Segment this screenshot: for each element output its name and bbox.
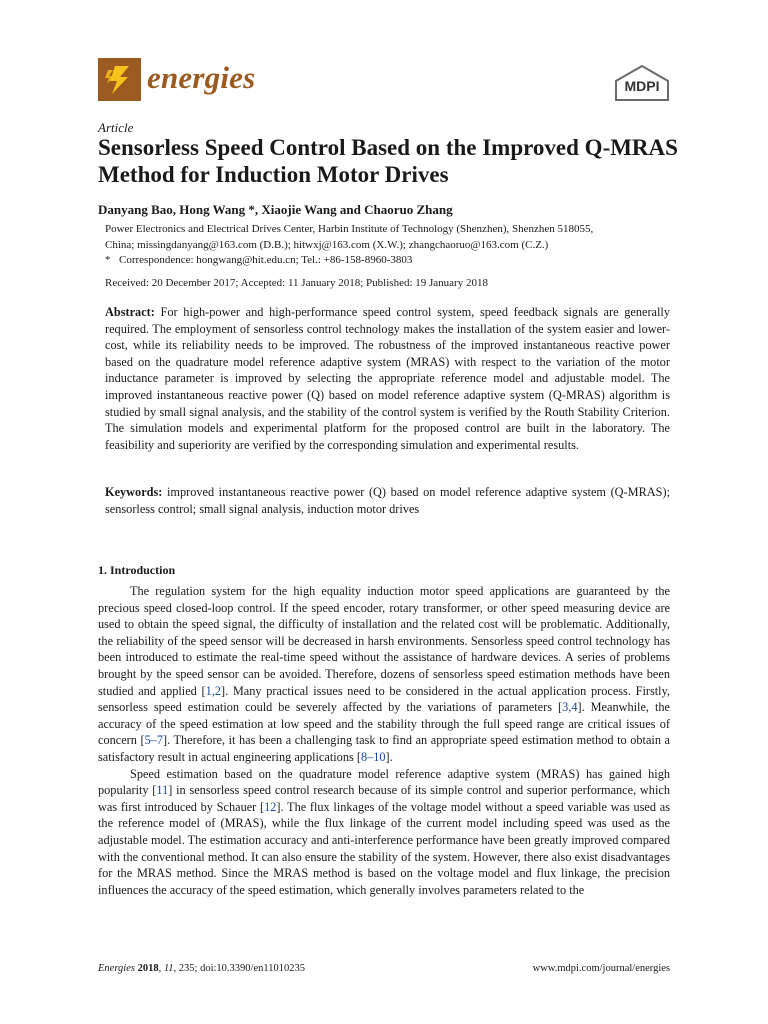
publication-dates: Received: 20 December 2017; Accepted: 11 January 2018; Published: 19 January 2018: [105, 277, 488, 289]
keywords: [105, 484, 670, 517]
affiliation-line: China; missingdanyang@163.com (D.B.); hitwxj@163.com (X.W.); zhangchaoruo@163.com (C.Z.): [105, 238, 549, 251]
paragraph-text: ]. Many practical issues need to be considered in the actual application process. Firstly, sensorless speed estimation could be severely affected by the variations of parameters [: [98, 683, 670, 715]
correspondence: [105, 253, 675, 269]
abstract-label: Abstract:: [105, 305, 155, 319]
section-heading: 1. Introduction: [98, 563, 176, 577]
paragraph-text: ]. Meanwhile, the accuracy of the speed estimation at low speed and the stability through the full speed range are critical issues of concern [: [98, 700, 670, 748]
footer-doi: , 235; doi:10.3390/en11010235: [173, 963, 305, 974]
keywords-text: improved instantaneous reactive power (Q) based on model reference adaptive system (Q-MRAS); sensorless control; small signal analysis, induction motor drives: [105, 485, 671, 516]
paragraph-text: Speed estimation based on the quadrature model reference adaptive system (MRAS) has gained high popularity [: [98, 766, 670, 798]
journal-name: energies: [147, 60, 256, 95]
paragraph-text: ]. The flux linkages of the voltage model without a speed variable was used as the reference model of (MRAS), while the flux linkage of the current model including speed was used as the adjustable model. The estimation accuracy and anti-interference performance have been greatly improved compared with the conventional method. It can also ensure the stability of the system. However, there also exist disadvantages for the MRAS method. Since the MRAS method is based on the voltage model and flux linkage, the precision influences the accuracy of the speed estimation, which generally involves parameters related to the: [98, 799, 670, 897]
footer-url[interactable]: www.mdpi.com/journal/energies: [532, 963, 670, 974]
affiliation-line: Power Electronics and Electrical Drives Center, Harbin Institute of Technology (Shenzhen), Shenzhen 518055,: [105, 223, 594, 235]
section-body: [98, 583, 670, 898]
paragraph-text: ]. Therefore, it has been a challenging task to find an appropriate speed estimation method to obtain a satisfactory result in actual engineering applications [: [98, 733, 670, 764]
correspondence-text: Correspondence: hongwang@hit.edu.cn; Tel.: +86-158-8960-3803: [119, 254, 413, 266]
journal-logo-icon: [98, 58, 141, 101]
paragraph: [98, 583, 670, 766]
paragraph: [98, 766, 670, 899]
keywords-label: Keywords:: [105, 485, 163, 499]
citation-link[interactable]: 11: [156, 783, 169, 798]
paragraph-text: ].: [385, 749, 393, 764]
authors: Danyang Bao, Hong Wang *, Xiaojie Wang and Chaoruo Zhang: [98, 202, 453, 217]
paragraph-text: ] in sensorless speed control research because of its simple control and superior performance, which was first introduced by Schauer [: [98, 783, 670, 814]
footer-citation: Energies 2018, 11, 235; doi:10.3390/en11010235: [98, 963, 305, 974]
abstract: [105, 304, 670, 453]
affiliations: [105, 222, 675, 269]
footer-journal: Energies: [98, 963, 135, 974]
citation-link[interactable]: 5–7: [144, 733, 164, 748]
citation-link[interactable]: 3,4: [562, 700, 578, 715]
correspondence-star: *: [105, 254, 111, 266]
paragraph-text: The regulation system for the high equality induction motor speed applications are guaranteed by the precious speed closed-loop control. If the speed encoder, rotary transformer, or other speed measuring device are used to obtain the speed signal, the difficulty of installation and the related cost will be problematic. Additionally, the reliability of the speed sensor will be decreased in harsh environments. Sensorless speed control technology has been introduced to estimate the real-time speed without the assistance of hardware devices. A series of problems brought by the speed sensor can be avoided. Therefore, dozens of sensorless speed estimation methods have been studied and applied [: [98, 584, 670, 698]
publisher-name: MDPI: [624, 78, 660, 94]
footer-year: 2018: [137, 963, 159, 974]
citation-link[interactable]: 1,2: [205, 683, 221, 698]
article-type: Article: [98, 120, 134, 135]
citation-link[interactable]: 12: [264, 799, 277, 814]
footer-volume: 11: [163, 963, 174, 974]
abstract-text: For high-power and high-performance speed control system, speed feedback signals are generally required. The employment of sensorless control technology makes the installation of the system easier and lower-cost, while its reliability needs to be improved. The robustness of the improved instantaneous reactive power based on the quadrature model reference adaptive system (MRAS) with respect to the variation of the motor inductance parameter is improved by selecting the appropriate reference model and adjustable model. The improved instantaneous reactive power (Q) based on model reference adaptive system (Q-MRAS) algorithm is studied by small signal analysis, and the stability of the control system is verified by the Routh Stability Criterion. The simulation models and experimental platform for the proposed control are built in the laboratory. The feasibility and superiority are verified by the corresponding simulation and experimental results.: [105, 305, 670, 452]
citation-link[interactable]: 8–10: [360, 749, 386, 764]
mdpi-logo: [612, 64, 672, 102]
article-title: Sensorless Speed Control Based on the Improved Q-MRAS Method for Induction Motor Drives: [98, 135, 678, 187]
